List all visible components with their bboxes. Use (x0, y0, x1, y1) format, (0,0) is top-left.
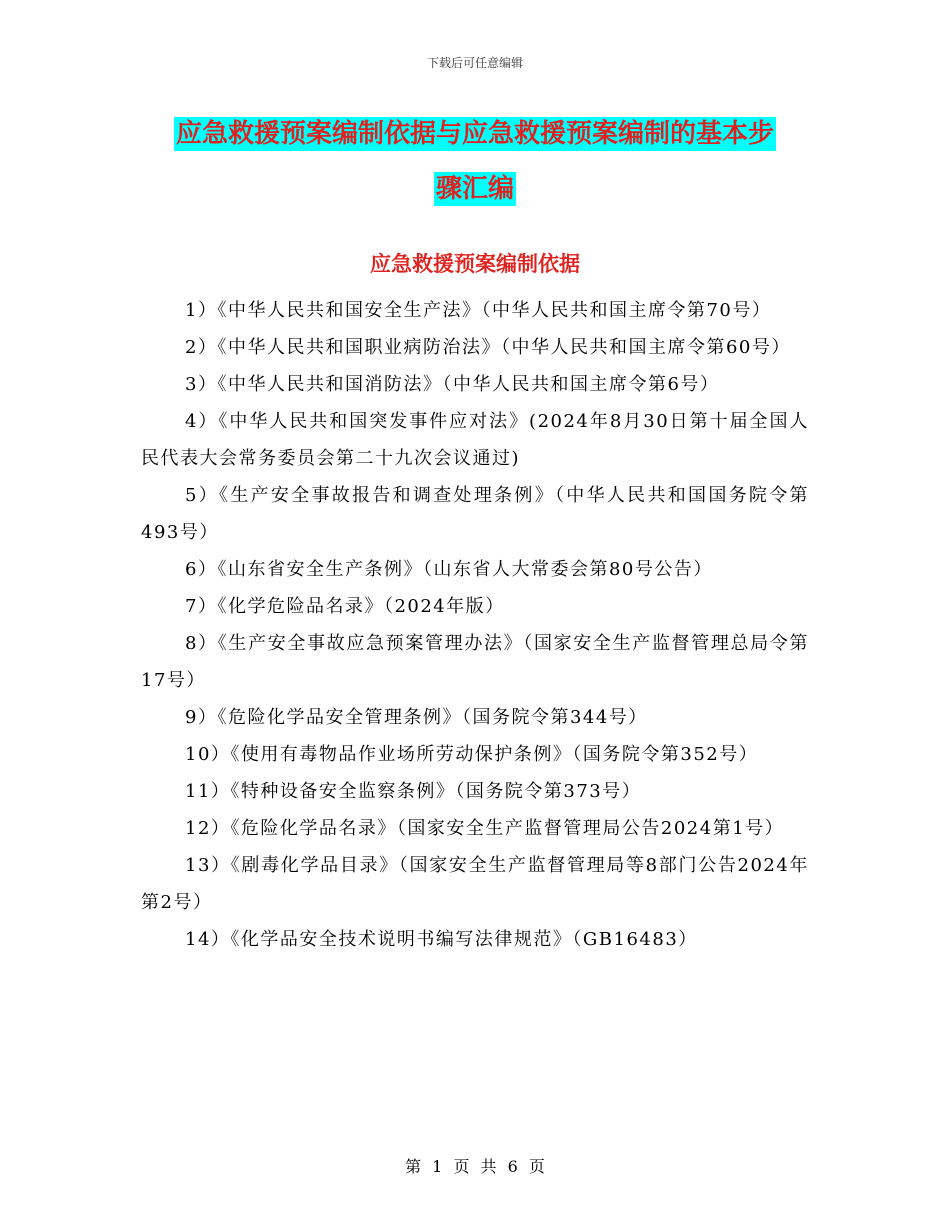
page-footer: 第 1 页 共 6 页 (405, 1157, 545, 1176)
list-item: 12）《危险化学品名录》（国家安全生产监督管理局公告2024第1号） (185, 818, 785, 839)
section-heading: 应急救援预案编制依据 (370, 252, 580, 276)
list-item: 3）《中华人民共和国消防法》（中华人民共和国主席令第6号） (185, 374, 720, 395)
list-item: 10）《使用有毒物品作业场所劳动保护条例》（国务院令第352号） (185, 744, 759, 765)
list-item: 1）《中华人民共和国安全生产法》（中华人民共和国主席令第70号） (185, 300, 772, 321)
list-item: 4）《中华人民共和国突发事件应对法》(2024年8月30日第十届全国人民代表大会常务委员会第二十九次会议通过) (141, 411, 809, 469)
list-item: 9）《危险化学品安全管理条例》（国务院令第344号） (185, 707, 648, 728)
document-title (140, 108, 810, 218)
list-item: 11）《特种设备安全监察条例》（国务院令第373号） (185, 781, 642, 802)
regulation-list (141, 292, 809, 958)
list-item: 6）《山东省安全生产条例》（山东省人大常委会第80号公告） (185, 559, 713, 580)
list-item: 8）《生产安全事故应急预案管理办法》（国家安全生产监督管理总局令第17号） (141, 633, 809, 691)
title-line-1: 应急救援预案编制依据与应急救援预案编制的基本步 (175, 119, 774, 149)
list-item: 7）《化学危险品名录》（2024年版） (185, 596, 505, 617)
title-line-2: 骤汇编 (435, 174, 514, 204)
list-item: 14）《化学品安全技术说明书编写法律规范》（GB16483） (185, 929, 698, 950)
header-note: 下载后可任意编辑 (426, 56, 523, 70)
list-item: 2）《中华人民共和国职业病防治法》（中华人民共和国主席令第60号） (185, 337, 791, 358)
list-item: 5）《生产安全事故报告和调查处理条例》（中华人民共和国国务院令第493号） (141, 485, 809, 543)
list-item: 13）《剧毒化学品目录》（国家安全生产监督管理局等8部门公告2024年第2号） (141, 855, 809, 913)
